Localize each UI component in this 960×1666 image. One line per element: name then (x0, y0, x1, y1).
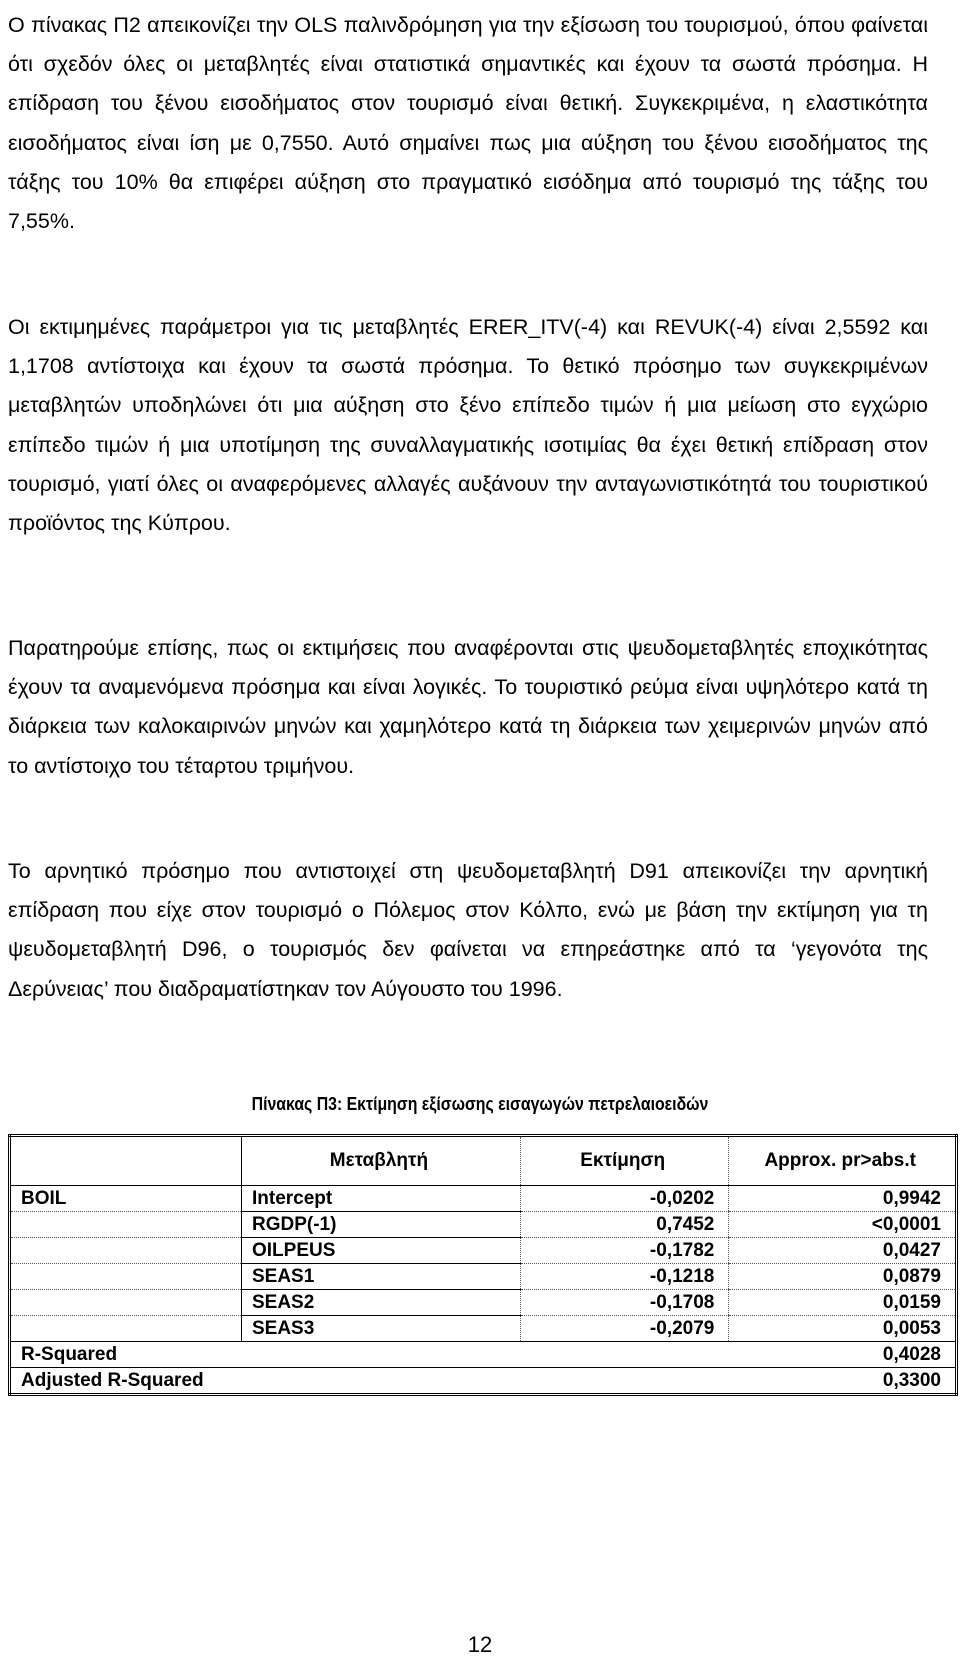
header-variable: Μεταβλητή (241, 1136, 520, 1186)
pvalue-cell: <0,0001 (729, 1212, 957, 1238)
estimate-cell: -0,1782 (520, 1238, 728, 1264)
variable-cell: Intercept (241, 1186, 520, 1212)
group-label: BOIL (10, 1186, 242, 1212)
pvalue-cell: 0,0427 (729, 1238, 957, 1264)
stat-label: R-Squared (10, 1342, 242, 1368)
stat-value: 0,4028 (241, 1342, 956, 1368)
paragraph-price-parameters: Οι εκτιμημένες παράμετροι για τις μεταβλητές ERER_ITV(-4) και REVUK(-4) είναι 2,5592 και 1,1708 αντίστοιχα και έχουν τα σωστά πρόσημα. Το θετικό πρόσημο των συγκεκριμένων μεταβλητών υποδηλώνει ότι μια αύξηση στο ξένο επίπεδο τιμών ή μια μείωση στο εγχώριο επίπεδο τιμών ή μια υποτίμηση της συναλλαγματικής ισοτιμίας θα έχει θετική επίδραση στον τουρισμό, γιατί όλες οι αναφερόμενες αλλαγές αυξάνουν την ανταγωνιστικότητά του τουριστικού προϊόντος της Κύπρου. (8, 315, 928, 536)
stat-label: Adjusted R-Squared (10, 1368, 242, 1395)
estimate-cell: 0,7452 (520, 1212, 728, 1238)
variable-cell: OILPEUS (241, 1238, 520, 1264)
group-empty-cell (10, 1290, 242, 1316)
variable-cell: SEAS2 (241, 1290, 520, 1316)
group-empty-cell (10, 1264, 242, 1290)
estimate-cell: -0,1708 (520, 1290, 728, 1316)
group-empty-cell (10, 1238, 242, 1264)
variable-cell: RGDP(-1) (241, 1212, 520, 1238)
variable-cell: SEAS3 (241, 1316, 520, 1342)
pvalue-cell: 0,0879 (729, 1264, 957, 1290)
estimate-cell: -0,1218 (520, 1264, 728, 1290)
stat-row-adjusted-r-squared (10, 1368, 957, 1395)
table-row (10, 1264, 957, 1290)
pvalue-cell: 0,0053 (729, 1316, 957, 1342)
estimate-cell: -0,0202 (520, 1186, 728, 1212)
paragraph-tourism-ols: Ο πίνακας Π2 απεικονίζει την OLS παλινδρόμηση για την εξίσωση του τουρισμού, όπου φαίνεται ότι σχεδόν όλες οι μεταβλητές είναι στατιστικά σημαντικές και έχουν τα σωστά πρόσημα. Η επίδραση του ξένου εισοδήματος στον τουρισμό είναι θετική. Συγκεκριμένα, η ελαστικότητα εισοδήματος είναι ίση με 0,7550. Αυτό σημαίνει πως μια αύξηση του ξένου εισοδήματος της τάξης του 10% θα επιφέρει αύξηση στο πραγματικό εισόδημα από τουρισμό της τάξης του 7,55%. (8, 13, 928, 234)
table-row (10, 1212, 957, 1238)
estimate-cell: -0,2079 (520, 1316, 728, 1342)
group-empty-cell (10, 1316, 242, 1342)
table-row (10, 1238, 957, 1264)
pvalue-cell: 0,0159 (729, 1290, 957, 1316)
stat-row-r-squared (10, 1342, 957, 1368)
table-caption: Πίνακας Π3: Εκτίμηση εξίσωσης εισαγωγών πετρελαιοειδών (251, 1094, 709, 1114)
header-estimate: Εκτίμηση (520, 1136, 728, 1186)
page-number: 12 (467, 1632, 493, 1657)
paragraph-dummy-variables: Το αρνητικό πρόσημο που αντιστοιχεί στη ψευδομεταβλητή D91 απεικονίζει την αρνητική επίδραση που είχε στον τουρισμό ο Πόλεμος στον Κόλπο, ενώ με βάση την εκτίμηση για τη ψευδομεταβλητή D96, ο τουρισμός δεν φαίνεται να επηρεάστηκε από τα ‘γεγονότα της Δερύνειας’ που διαδραματίστηκαν τον Αύγουστο του 1996. (8, 859, 928, 1001)
group-empty-cell (10, 1212, 242, 1238)
variable-cell: SEAS1 (241, 1264, 520, 1290)
header-pvalue: Approx. pr>abs.t (729, 1136, 957, 1186)
estimation-table (8, 1134, 958, 1396)
pvalue-cell: 0,9942 (729, 1186, 957, 1212)
paragraph-seasonality: Παρατηρούμε επίσης, πως οι εκτιμήσεις που αναφέρονται στις ψευδομεταβλητές εποχικότητας έχουν τα αναμενόμενα πρόσημα και είναι λογικές. Το τουριστικό ρεύμα είναι υψηλότερο κατά τη διάρκεια των καλοκαιρινών μηνών και χαμηλότερο κατά τη διάρκεια των χειμερινών μηνών από το αντίστοιχο του τέταρτου τριμήνου. (8, 636, 928, 778)
table-row (10, 1186, 957, 1212)
table-row (10, 1316, 957, 1342)
table-header-row (10, 1136, 957, 1186)
table-row (10, 1290, 957, 1316)
header-empty-cell (10, 1136, 242, 1186)
stat-value: 0,3300 (241, 1368, 956, 1395)
